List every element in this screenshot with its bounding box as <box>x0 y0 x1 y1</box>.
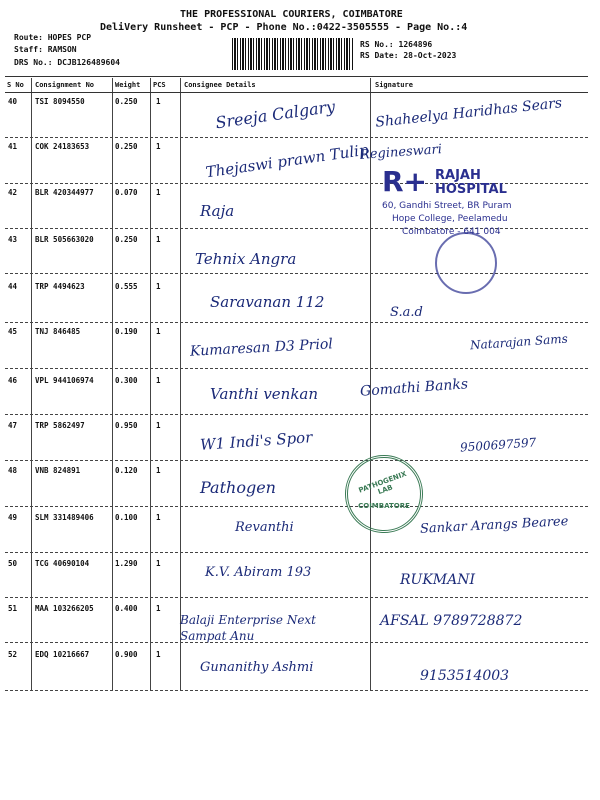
row-sno: 52 <box>8 650 18 659</box>
row-consignee: Kumaresan D3 Priol <box>189 336 334 360</box>
row-weight: 0.555 <box>115 282 138 291</box>
row-consignee: Gunanithy Ashmi <box>200 660 314 675</box>
row-weight: 1.290 <box>115 559 138 568</box>
row-sno: 51 <box>8 604 18 613</box>
row-weight: 0.100 <box>115 513 138 522</box>
rs-date: RS Date: 28-Oct-2023 <box>360 51 457 60</box>
row-divider <box>5 322 588 323</box>
row-signature: Sankar Arangs Bearee <box>419 514 569 537</box>
row-sno: 45 <box>8 327 18 336</box>
row-pcs: 1 <box>156 376 161 385</box>
company-title: THE PROFESSIONAL COURIERS, COIMBATORE <box>180 9 403 20</box>
row-consignment-no: VNB 824891 <box>35 466 81 475</box>
row-divider <box>5 414 588 415</box>
route-label: Route: HOPES PCP <box>14 33 92 42</box>
row-signature: RUKMANI <box>400 572 476 588</box>
hospital-address2: Hope College, Peelamedu <box>392 214 508 224</box>
row-sno: 42 <box>8 188 18 197</box>
table-top-border <box>5 76 588 77</box>
row-pcs: 1 <box>156 97 161 106</box>
column-header-weight: Weight <box>115 81 141 89</box>
row-consignee: Tehnix Angra <box>195 250 297 268</box>
row-pcs: 1 <box>156 142 161 151</box>
row-pcs: 1 <box>156 604 161 613</box>
row-weight: 0.250 <box>115 97 138 106</box>
row-divider <box>5 552 588 553</box>
hospital-address: 60, Gandhi Street, BR Puram <box>382 201 512 211</box>
row-consignment-no: SLM 331489406 <box>35 513 94 522</box>
row-pcs: 1 <box>156 650 161 659</box>
row-consignment-no: VPL 944106974 <box>35 376 94 385</box>
row-weight: 0.250 <box>115 235 138 244</box>
row-sno: 44 <box>8 282 18 291</box>
row-consignment-no: TRP 5862497 <box>35 421 85 430</box>
row-consignment-no: BLR 505663020 <box>35 235 94 244</box>
header-underline <box>5 92 588 93</box>
hospital-city: Coimbatore - 641 004 <box>402 227 501 237</box>
row-consignee: Pathogen <box>200 478 276 497</box>
row-signature: 9153514003 <box>420 668 510 684</box>
row-divider <box>5 273 588 274</box>
row-sno: 41 <box>8 142 18 151</box>
row-weight: 0.400 <box>115 604 138 613</box>
row-pcs: 1 <box>156 327 161 336</box>
column-divider <box>112 78 113 690</box>
row-signature: 9500697597 <box>459 435 537 455</box>
column-header-signature: Signature <box>375 81 413 89</box>
hospital-logo: R+ <box>382 165 428 198</box>
row-consignment-no: TRP 4494623 <box>35 282 85 291</box>
row-consignment-no: COK 24183653 <box>35 142 90 151</box>
row-signature: Shaheelya Haridhas Sears <box>374 95 563 131</box>
drs-number: DRS No.: DCJB126489604 <box>14 58 120 67</box>
column-header-consignee: Consignee Details <box>184 81 256 89</box>
row-weight: 0.900 <box>115 650 138 659</box>
hospital-stamp <box>380 165 560 240</box>
row-pcs: 1 <box>156 559 161 568</box>
row-divider <box>5 137 588 138</box>
rs-number: RS No.: 1264896 <box>360 40 433 49</box>
row-weight: 0.950 <box>115 421 138 430</box>
row-consignee: Thejaswi prawn Tulip <box>204 140 370 182</box>
row-consignment-no: MAA 103266205 <box>35 604 94 613</box>
row-sno: 46 <box>8 376 18 385</box>
row-signature: Regineswari <box>359 142 443 163</box>
row-consignee: Raja <box>200 202 235 220</box>
column-header-consignment: Consignment No <box>35 81 95 89</box>
row-consignee: Balaji Enterprise Next Sampat Anu <box>180 613 317 643</box>
row-sno: 40 <box>8 97 18 106</box>
row-weight: 0.190 <box>115 327 138 336</box>
row-divider <box>5 597 588 598</box>
column-divider <box>150 78 151 690</box>
lab-stamp <box>345 455 423 533</box>
row-divider <box>5 368 588 369</box>
row-pcs: 1 <box>156 421 161 430</box>
row-signature: AFSAL 9789728872 <box>380 613 523 629</box>
row-consignment-no: TCG 40690104 <box>35 559 90 568</box>
row-consignee: K.V. Abiram 193 <box>205 565 312 580</box>
row-signature: Natarajan Sams <box>469 331 569 353</box>
row-pcs: 1 <box>156 282 161 291</box>
column-divider <box>31 78 32 690</box>
row-consignee: Sreeja Calgary <box>214 96 337 133</box>
staff-label: Staff: RAMSON <box>14 45 77 54</box>
row-sno: 50 <box>8 559 18 568</box>
row-consignee: W1 Indi's Spor <box>199 428 313 454</box>
row-signature: S.a.d <box>390 305 423 320</box>
runsheet-title: DeliVery Runsheet - PCP - Phone No.:0422-3505555 - Page No.:4 <box>100 22 468 33</box>
row-consignment-no: TNJ 846485 <box>35 327 81 336</box>
lab-stamp-city: COIMBATORE <box>358 502 410 510</box>
row-weight: 0.300 <box>115 376 138 385</box>
hospital-name: RAJAH HOSPITAL <box>435 168 507 197</box>
row-sno: 43 <box>8 235 18 244</box>
row-weight: 0.070 <box>115 188 138 197</box>
row-weight: 0.120 <box>115 466 138 475</box>
row-sno: 47 <box>8 421 18 430</box>
row-divider <box>5 690 588 691</box>
row-consignment-no: TSI 8094550 <box>35 97 85 106</box>
column-header-sno: S No <box>7 81 24 89</box>
barcode <box>232 38 354 70</box>
column-divider <box>180 78 181 690</box>
row-pcs: 1 <box>156 235 161 244</box>
row-pcs: 1 <box>156 513 161 522</box>
row-pcs: 1 <box>156 466 161 475</box>
row-consignee: Revanthi <box>235 520 294 535</box>
row-consignment-no: BLR 420344977 <box>35 188 94 197</box>
lab-stamp-name: PATHOGENIX LAB <box>357 469 408 497</box>
row-sno: 49 <box>8 513 18 522</box>
row-consignment-no: EDQ 10216667 <box>35 650 90 659</box>
row-divider <box>5 460 588 461</box>
row-divider <box>5 506 588 507</box>
row-weight: 0.250 <box>115 142 138 151</box>
row-consignee: Saravanan 112 <box>210 293 325 311</box>
row-signature: Gomathi Banks <box>359 376 469 400</box>
row-pcs: 1 <box>156 188 161 197</box>
row-consignee: Vanthi venkan <box>210 385 319 403</box>
row-divider <box>5 642 588 643</box>
column-header-pcs: PCS <box>153 81 166 89</box>
row-sno: 48 <box>8 466 18 475</box>
round-stamp <box>435 232 497 294</box>
